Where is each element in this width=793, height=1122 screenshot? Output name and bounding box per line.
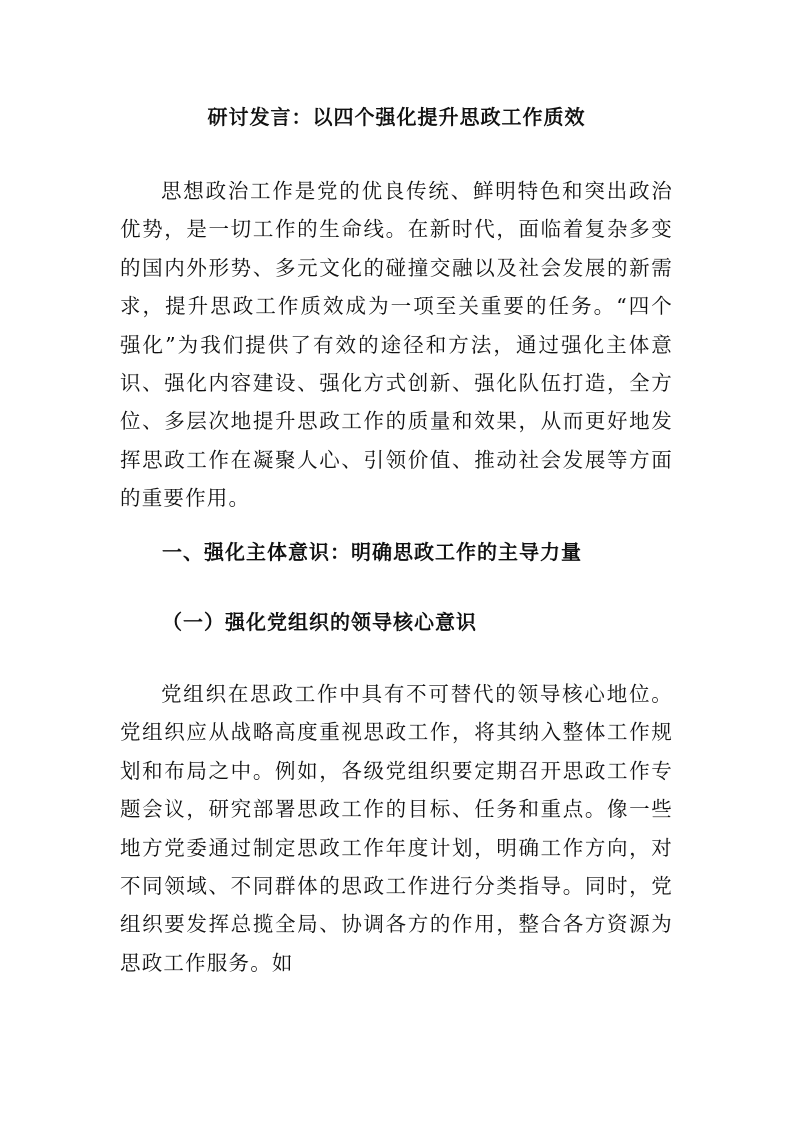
intro-paragraph: 思想政治工作是党的优良传统、鲜明特色和突出政治优势，是一切工作的生命线。在新时代，面临着复杂多变的国内外形势、多元文化的碰撞交融以及社会发展的新需求，提升思政工作质效成为一项至关重要的任务。“四个强化”为我们提供了有效的途径和方法，通过强化主体意识、强化内容建设、强化方式创新、强化队伍打造，全方位、多层次地提升思政工作的质量和效果，从而更好地发挥思政工作在凝聚人心、引领价值、推动社会发展等方面的重要作用。 <box>120 179 673 511</box>
document-title: 研讨发言：以四个强化提升思政工作质效 <box>207 105 586 129</box>
subsection-heading: （一）强化党组织的领导核心意识 <box>162 610 477 634</box>
body-paragraph: 党组织在思政工作中具有不可替代的领导核心地位。党组织应从战略高度重视思政工作，将其纳入整体工作规划和布局之中。例如，各级党组织要定期召开思政工作专题会议，研究部署思政工作的目标、任务和重点。像一些地方党委通过制定思政工作年度计划，明确工作方向，对不同领域、不同群体的思政工作进行分类指导。同时，党组织要发挥总揽全局、协调各方的作用，整合各方资源为思政工作服务。如 <box>120 682 673 975</box>
section-heading: 一、强化主体意识：明确思政工作的主导力量 <box>162 540 582 564</box>
